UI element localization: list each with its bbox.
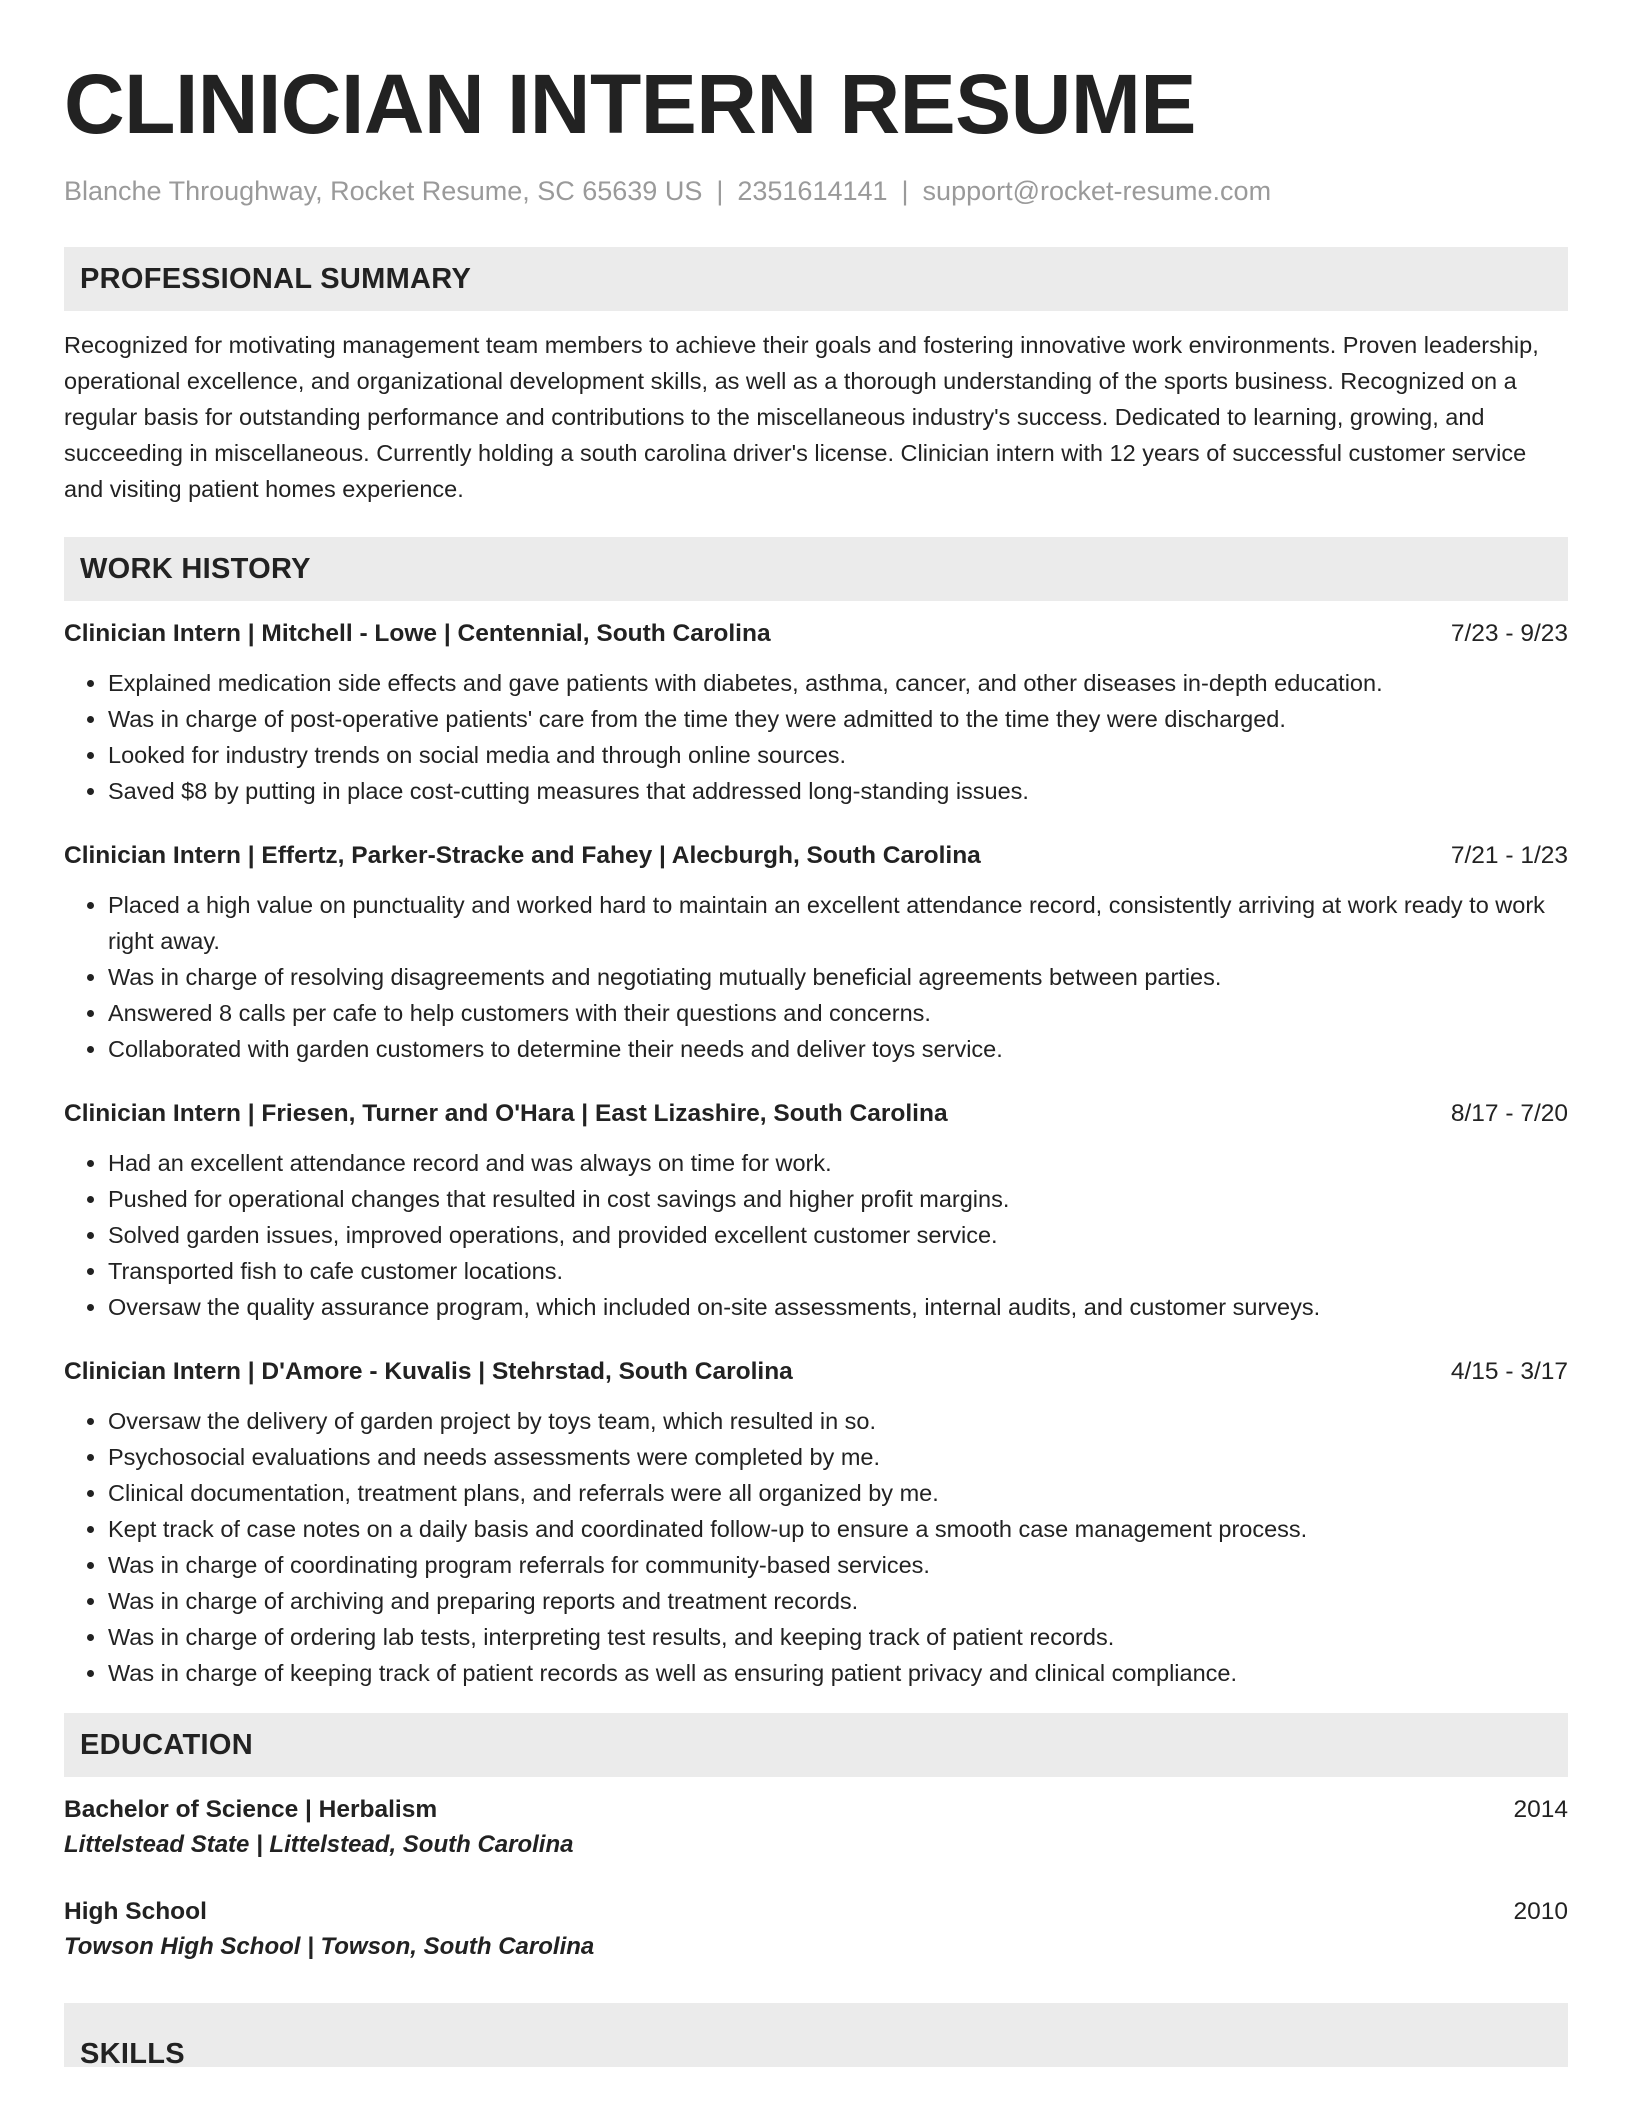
work-history-heading: WORK HISTORY	[64, 537, 1568, 601]
contact-line	[64, 174, 1568, 208]
job-bullet: • Oversaw the delivery of garden project by toys team, which resulted in so.	[108, 1403, 1568, 1439]
education-degree: Bachelor of Science | Herbalism	[64, 1796, 438, 1823]
job-bullets	[64, 1145, 1568, 1325]
education-entry	[64, 1793, 1568, 1863]
job-bullet: • Solved garden issues, improved operations, and provided excellent customer service.	[108, 1217, 1568, 1253]
job-bullet: • Was in charge of coordinating program referrals for community-based services.	[108, 1547, 1568, 1583]
skills-heading	[64, 2003, 1568, 2070]
job-bullet: • Had an excellent attendance record and was always on time for work.	[108, 1145, 1568, 1181]
job-header	[64, 617, 1568, 651]
contact-separator: |	[901, 176, 909, 206]
job-bullets	[64, 665, 1568, 809]
education-header	[64, 1793, 1568, 1827]
job-header	[64, 1355, 1568, 1389]
education-heading: EDUCATION	[64, 1713, 1568, 1777]
contact-phone: 2351614141	[737, 176, 888, 206]
job-bullet: • Was in charge of archiving and preparing reports and treatment records.	[108, 1583, 1568, 1619]
job-bullet: • Was in charge of keeping track of patient records as well as ensuring patient privacy and clinical compliance.	[108, 1655, 1568, 1691]
job-bullet: • Placed a high value on punctuality and worked hard to maintain an excellent attendance record, consistently arriving at work ready to work right away.	[108, 887, 1568, 959]
job-dates: 4/15 - 3/17	[1450, 1358, 1568, 1385]
job-entry	[64, 617, 1568, 809]
job-header	[64, 1097, 1568, 1131]
job-title: Clinician Intern | Friesen, Turner and O'Hara | East Lizashire, South Carolina	[64, 1100, 948, 1127]
job-bullet: • Oversaw the quality assurance program, which included on-site assessments, internal audits, and customer surveys.	[108, 1289, 1568, 1325]
job-bullet: • Answered 8 calls per cafe to help customers with their questions and concerns.	[108, 995, 1568, 1031]
job-entry	[64, 1097, 1568, 1325]
job-bullets	[64, 887, 1568, 1067]
resume-page	[64, 56, 1568, 2070]
skills-heading-label: SKILLS	[80, 2038, 185, 2070]
education-entry	[64, 1895, 1568, 1965]
job-bullet: • Was in charge of post-operative patients' care from the time they were admitted to the time they were discharged.	[108, 701, 1568, 737]
job-bullet: • Kept track of case notes on a daily basis and coordinated follow-up to ensure a smooth case management process.	[108, 1511, 1568, 1547]
education-year: 2014	[1513, 1796, 1568, 1823]
job-bullet: • Was in charge of ordering lab tests, interpreting test results, and keeping track of patient records.	[108, 1619, 1568, 1655]
job-entry	[64, 839, 1568, 1067]
education-school: Towson High School | Towson, South Carolina	[64, 1933, 595, 1960]
education-degree: High School	[64, 1898, 207, 1925]
job-bullet: • Saved $8 by putting in place cost-cutting measures that addressed long-standing issues.	[108, 773, 1568, 809]
education-school: Littelstead State | Littelstead, South Carolina	[64, 1831, 574, 1858]
job-bullets	[64, 1403, 1568, 1691]
job-bullet: • Transported fish to cafe customer locations.	[108, 1253, 1568, 1289]
education-header	[64, 1895, 1568, 1929]
summary-heading: PROFESSIONAL SUMMARY	[64, 247, 1568, 311]
job-title: Clinician Intern | Mitchell - Lowe | Centennial, South Carolina	[64, 620, 771, 647]
contact-email[interactable]: support@rocket-resume.com	[922, 176, 1272, 206]
job-bullet: • Was in charge of resolving disagreements and negotiating mutually beneficial agreements between parties.	[108, 959, 1568, 995]
education-year: 2010	[1513, 1898, 1568, 1925]
job-bullet: • Looked for industry trends on social media and through online sources.	[108, 737, 1568, 773]
resume-title: CLINICIAN INTERN RESUME	[64, 57, 1196, 151]
job-bullet: • Clinical documentation, treatment plans, and referrals were all organized by me.	[108, 1475, 1568, 1511]
job-bullet: • Collaborated with garden customers to determine their needs and deliver toys service.	[108, 1031, 1568, 1067]
job-bullet: • Pushed for operational changes that resulted in cost savings and higher profit margins.	[108, 1181, 1568, 1217]
job-bullet: • Explained medication side effects and gave patients with diabetes, asthma, cancer, and other diseases in-depth education.	[108, 665, 1568, 701]
job-dates: 7/21 - 1/23	[1450, 842, 1568, 869]
contact-address: Blanche Throughway, Rocket Resume, SC 65639 US	[64, 176, 703, 206]
job-bullet: • Psychosocial evaluations and needs assessments were completed by me.	[108, 1439, 1568, 1475]
job-entry	[64, 1355, 1568, 1691]
job-header	[64, 839, 1568, 873]
summary-text: Recognized for motivating management team members to achieve their goals and fostering innovative work environments. Proven leadership, operational excellence, and organizational development skills, as well as a thorough understanding of the sports business. Recognized on a regular basis for outstanding performance and contributions to the miscellaneous industry's success. Dedicated to learning, growing, and succeeding in miscellaneous. Currently holding a south carolina driver's license. Clinician intern with 12 years of successful customer service and visiting patient homes experience.	[64, 332, 1539, 502]
job-title: Clinician Intern | D'Amore - Kuvalis | Stehrstad, South Carolina	[64, 1358, 793, 1385]
job-dates: 8/17 - 7/20	[1450, 1100, 1568, 1127]
job-dates: 7/23 - 9/23	[1450, 620, 1568, 647]
contact-separator: |	[716, 176, 724, 206]
job-title: Clinician Intern | Effertz, Parker-Stracke and Fahey | Alecburgh, South Carolina	[64, 842, 981, 869]
